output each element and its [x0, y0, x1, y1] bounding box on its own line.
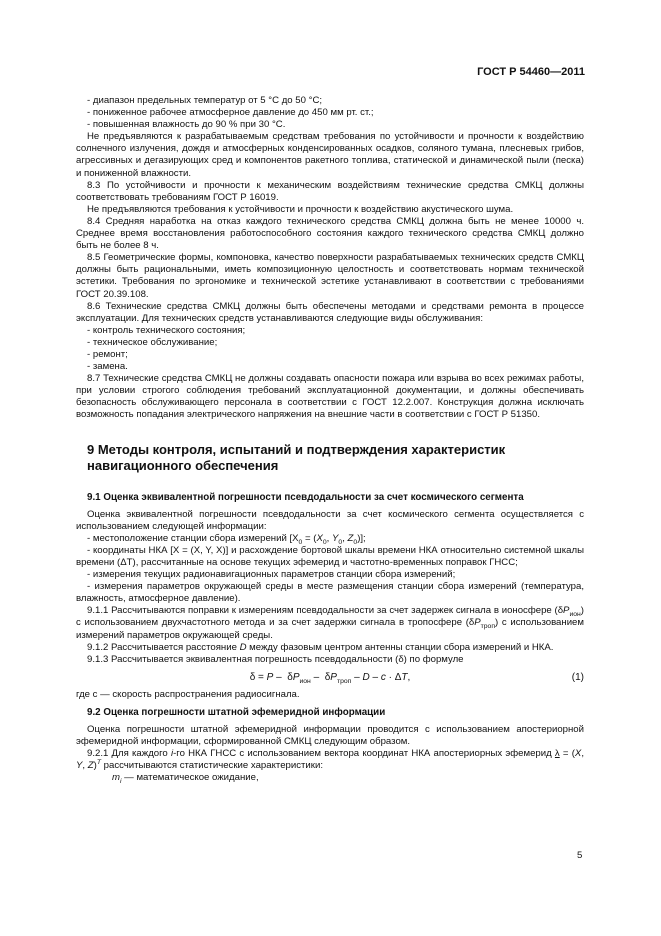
paragraph-text: между фазовым центром антенны станции сбора измерений и НКА. — [246, 641, 554, 653]
paragraph-text: - координаты НКА [X = (X, Y, X)] и расхождение бортовой шкалы времени НКА относительно системной шкалы времени ( — [76, 544, 584, 568]
paragraph: 8.3 По устойчивости и прочности к механическим воздействиям технические средства СМКЦ должны соответствовать требованиям ГОСТ Р 16019. — [76, 179, 584, 203]
paragraph: 8.7 Технические средства СМКЦ не должны создавать опасности пожара или взрыва во всех режимах работы, при условии строгого соблюдения требований эксплуатационной документации, и должны обеспечивать безопасность обслуживающего персонала в соответствии с ГОСТ 12.2.007. Конструкция должна исключать возможность попадания электрического напряжения на внешние части в соответствии с ГОСТ Р 51350. — [76, 373, 584, 421]
list-item: - повышенная влажность до 90 % при 30 °С. — [87, 119, 286, 131]
list-item: - диапазон предельных температур от 5 °С до 50 °С; — [87, 95, 323, 106]
paragraph: 8.5 Геометрические формы, компоновка, качество поверхности разрабатываемых технических средств СМКЦ должны быть рациональными, иметь композиционную целостность и соответствовать нормам технической эстетики. Требования по эргономике и технической эстетике устанавливают в соответствии с требованиями ГОСТ 20.39.108. — [76, 252, 584, 300]
document-header: ГОСТ Р 54460—2011 — [477, 66, 585, 78]
equation-number: (1) — [571, 671, 584, 683]
subsection-heading: 9.1 Оценка эквивалентной погрешности псевдодальности за счет космического сегмента — [87, 491, 524, 503]
paragraph: Оценка эквивалентной погрешности псевдодальности за счет космического сегмента осуществляется с использованием следующей информации: — [76, 508, 584, 532]
list-item: - замена. — [87, 361, 128, 373]
paragraph-text: -го НКА ГНСС с использованием вектора координат НКА апостериорных эфемерид — [173, 748, 555, 760]
list-item: - координаты НКА [X = (X, Y, X)] и расхождение бортовой шкалы времени НКА относительно системной шкалы времени (ΔT), рассчитанные на основе текущих эфемерид и частотно-временных поправок ГНСС; — [76, 544, 584, 568]
paragraph-text: — математическое ожидание, — [121, 772, 259, 784]
paragraph-text: ) с использованием двухчастотного метода и за счет задержки сигнала в тропосфере ( — [76, 605, 584, 629]
paragraph-text: рассчитываются статистические характеристики: — [100, 760, 323, 772]
paragraph: Не предъявляются к разрабатываемым средствам требования по устойчивости и прочности к воздействию солнечного излучения, дождя и атмосферных конденсированных осадков, соляного тумана, плесневых грибов, агрессивных и дегазирующих сред и компонентов ракетного топлива, статической и динамической пыли (песка) и пониженной влажности. — [76, 131, 584, 179]
page-number: 5 — [577, 850, 583, 861]
paragraph-text: 9.1.1 Рассчитываются поправки к измерениям псевдодальности за счет задержек сигнала в ионосфере ( — [87, 605, 558, 617]
list-item: - ремонт; — [87, 348, 128, 360]
subsection-heading: 9.2 Оценка погрешности штатной эфемеридной информации — [87, 706, 386, 718]
paragraph-text: ) с использованием измерений параметров окружающей среды. — [76, 617, 584, 641]
paragraph: $m_i$ — математическое ожидание, — [112, 772, 259, 786]
formula — [76, 669, 584, 687]
list-item: - пониженное рабочее атмосферное давление до 450 мм рт. ст.; — [87, 107, 374, 119]
paragraph: 9.1.2 Рассчитывается расстояние D между фазовым центром антенны станции сбора измерений и НКА. — [87, 641, 554, 653]
paragraph-text: 9.1.2 Рассчитывается расстояние — [87, 641, 240, 653]
paragraph: 9.1.3 Рассчитывается эквивалентная погрешность псевдодальности (δ) по формуле — [87, 653, 464, 665]
list-item: - измерения параметров окружающей среды в месте размещения станции сбора измерений (температура, влажность, атмосферное давление). — [76, 581, 584, 605]
formula-expression: $\delta = P - \delta P_{ион} - \delta P_{троп} - D - c \cdot \Delta T$, — [249, 671, 411, 685]
list-item: - техническое обслуживание; — [87, 336, 218, 348]
paragraph-text: - местоположение станции сбора измерений [X — [87, 532, 299, 544]
paragraph: 9.1.1 Рассчитываются поправки к измерениям псевдодальности за счет задержек сигнала в ионосфере $(\delta P_{ион})$ с использованием двухчастотного метода и за счет задержки сигнала в тропосфере $(\delta P_{троп})$ с использованием измерений параметров окружающей среды. — [76, 605, 584, 641]
paragraph: 8.4 Средняя наработка на отказ каждого технического средства СМКЦ должна быть не менее 10000 ч. Среднее время восстановления работоспособного состояния каждого технического средства СМКЦ должно быть не более 8 ч. — [76, 215, 584, 252]
document-body — [76, 95, 584, 785]
paragraph-text: 9.2.1 Для каждого — [87, 748, 171, 760]
paragraph: Не предъявляются требования к устойчивости и прочности к воздействию акустического шума. — [87, 203, 514, 215]
paragraph: где с — скорость распространения радиосигнала. — [76, 688, 300, 700]
paragraph-text: T), рассчитанные на основе текущих эфемерид и частотно-временных поправок ГНСС; — [126, 557, 518, 568]
paragraph: 8.6 Технические средства СМКЦ должны быть обеспечены методами и средствами ремонта в процессе эксплуатации. Для технических средств устанавливаются следующие виды обслуживания: — [76, 300, 584, 324]
list-item: - местоположение станции сбора измерений [$X_0 = (X_0$, $Y_0$, $Z_0$)]; — [87, 532, 366, 546]
paragraph: Оценка погрешности штатной эфемеридной информации проводится с использованием апостериорной эфемеридной информации, сформированной СМКЦ следующим образом. — [76, 724, 584, 748]
section-heading: 9 Методы контроля, испытаний и подтверждения характеристик навигационного обеспечения — [87, 441, 506, 473]
list-item: - контроль технического состояния; — [87, 324, 246, 336]
paragraph: 9.2.1 Для каждого i-го НКА ГНСС с использованием вектора координат НКА апостериорных эфемерид λ = (X, Y, Z)$^T$ рассчитываются статистические характеристики: — [76, 748, 584, 772]
list-item: - измерения текущих радионавигационных параметров станции сбора измерений; — [87, 569, 456, 581]
